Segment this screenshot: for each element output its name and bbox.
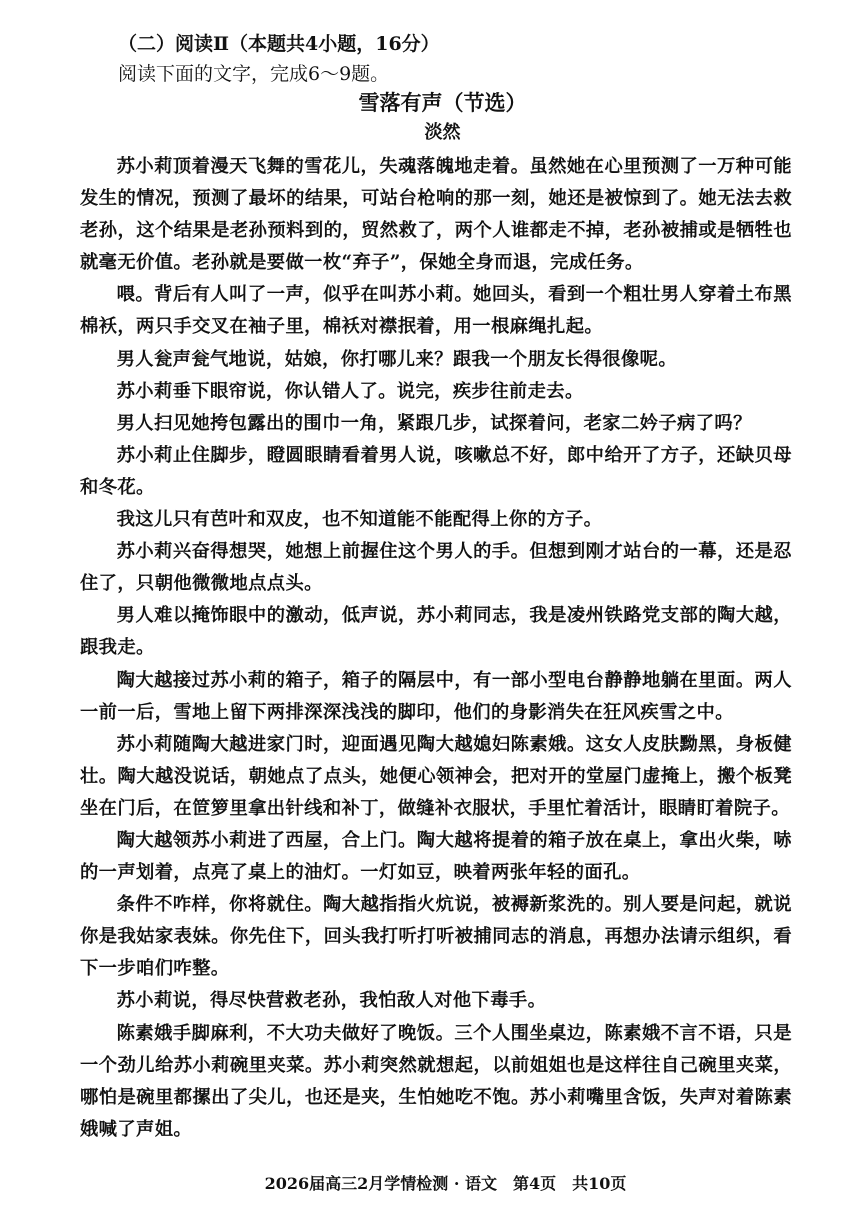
paragraph: 苏小莉垂下眼帘说，你认错人了。说完，疾步往前走去。 (116, 380, 584, 402)
paragraph: 陶大越领苏小莉进了西屋，合上门。陶大越将提着的箱子放在桌上，拿出火柴，哧的一声划着，点亮了桌上的油灯。一灯如豆，映着两张年轻的面孔。 (80, 829, 792, 884)
article-author: 淡然 (424, 122, 461, 143)
section-heading: （二）阅读Ⅱ（本题共4小题，16分） (118, 33, 440, 55)
paragraph: 苏小莉兴奋得想哭，她想上前握住这个男人的手。但想到刚才站台的一幕，还是忍住了，只朝他微微地点点头。 (80, 541, 792, 595)
paragraph: 苏小莉说，得尽快营救老孙，我怕敌人对他下毒手。 (116, 990, 547, 1012)
paragraph: 男人扫见她挎包露出的围巾一角，紧跟几步，试探着问，老家二妗子病了吗？ (116, 412, 752, 434)
article-title: 雪落有声（节选） (358, 90, 527, 115)
paragraph: 苏小莉止住脚步，瞪圆眼睛看着男人说，咳嗽总不好，郎中给开了方子，还缺贝母和冬花。 (80, 444, 792, 498)
paragraph: 陈素娥手脚麻利，不大功夫做好了晚饭。三个人围坐桌边，陈素娥不言不语，只是一个劲儿给苏小莉碗里夹菜。苏小莉突然就想起，以前姐姐也是这样往自己碗里夹菜，哪怕是碗里都摞出了尖儿，也还是夹，生怕她吃不饱。苏小莉嘴里含饭，失声对着陈素娥喊了声姐。 (80, 1022, 792, 1140)
article-body (80, 151, 792, 1146)
paragraph: 陶大越接过苏小莉的箱子，箱子的隔层中，有一部小型电台静静地躺在里面。两人一前一后，雪地上留下两排深深浅浅的脚印，他们的身影消失在狂风疾雪之中。 (80, 669, 792, 723)
paragraph: 男人难以掩饰眼中的激动，低声说，苏小莉同志，我是凌州铁路党支部的陶大越，跟我走。 (80, 605, 792, 659)
page-footer: 2026届高三2月学情检测 · 语文 第4页 共10页 (264, 1174, 627, 1193)
reading-instruction: 阅读下面的文字，完成6～9题。 (118, 63, 390, 85)
paragraph: 苏小莉顶着漫天飞舞的雪花儿，失魂落魄地走着。虽然她在心里预测了一万种可能发生的情况，预测了最坏的结果，可站台枪响的那一刻，她还是被惊到了。她无法去救老孙，这个结果是老孙预料到的，贸然救了，两个人谁都走不掉，老孙被捕或是牺牲也就毫无价值。老孙就是要做一枚“弃子”，保她全身而退，完成任务。 (80, 156, 792, 274)
paragraph: 男人瓮声瓮气地说，姑娘，你打哪儿来？跟我一个朋友长得很像呢。 (116, 348, 678, 370)
paragraph: 苏小莉随陶大越进家门时，迎面遇见陶大越媳妇陈素娥。这女人皮肤黝黑，身板健壮。陶大越没说话，朝她点了点头，她便心领神会，把对开的堂屋门虚掩上，搬个板凳坐在门后，在笸箩里拿出针线和补丁，做缝补衣服状，手里忙着活计，眼睛盯着院子。 (80, 733, 792, 819)
paragraph: 喂。背后有人叫了一声，似乎在叫苏小莉。她回头，看到一个粗壮男人穿着土布黑棉袄，两只手交叉在袖子里，棉袄对襟抿着，用一根麻绳扎起。 (80, 284, 792, 338)
paragraph: 我这儿只有芭叶和双皮，也不知道能不能配得上你的方子。 (116, 509, 603, 531)
paragraph: 条件不咋样，你将就住。陶大越指指火炕说，被褥新浆洗的。别人要是问起，就说你是我姑家表妹。你先住下，回头我打听打听被捕同志的消息，再想办法请示组织，看下一步咱们咋整。 (80, 894, 792, 980)
